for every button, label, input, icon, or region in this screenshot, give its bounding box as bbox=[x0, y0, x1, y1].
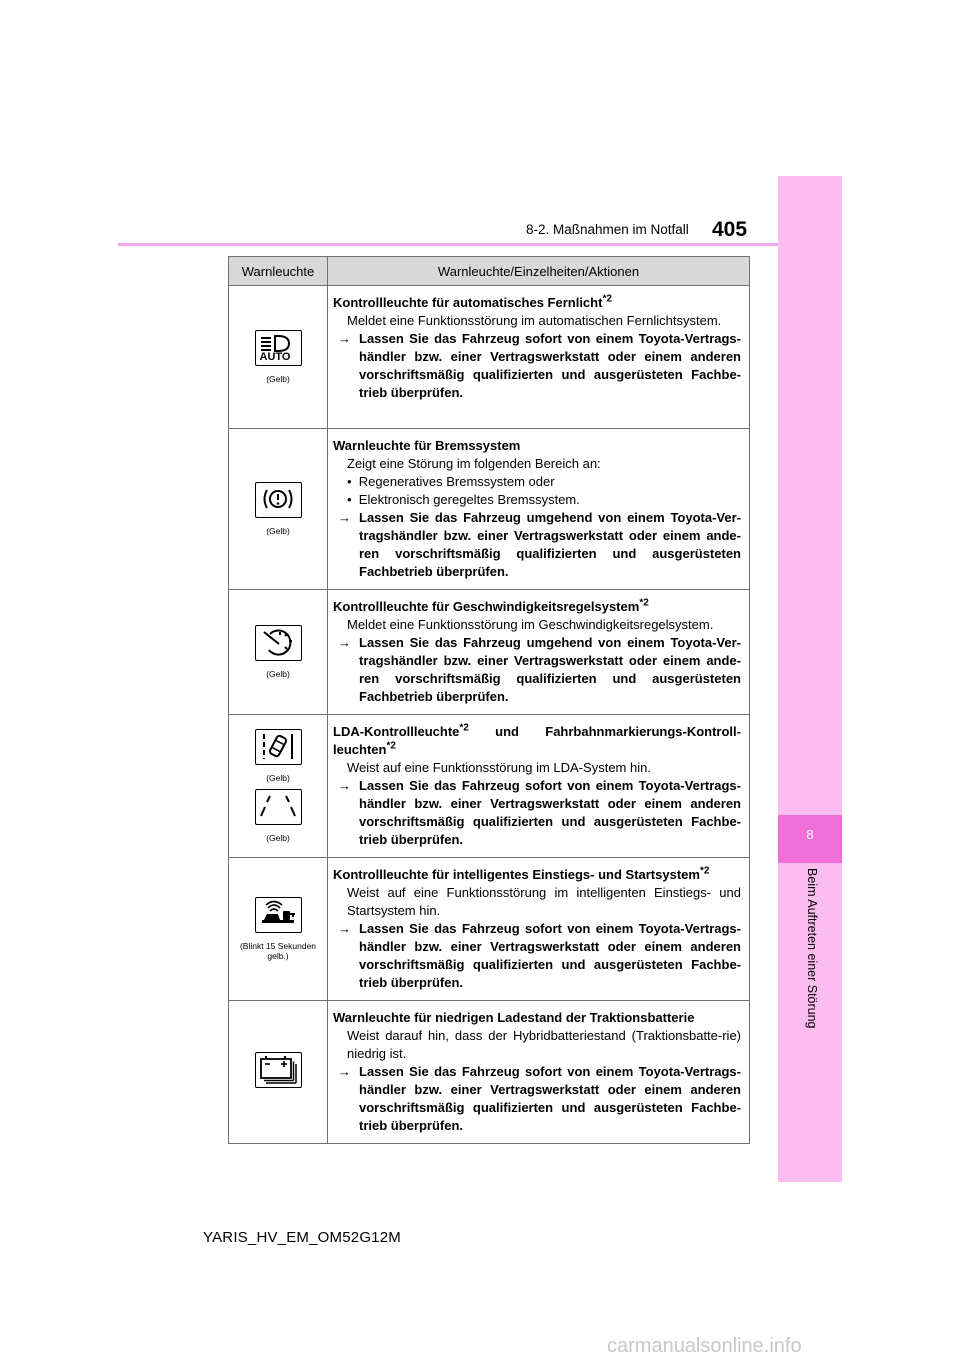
arrow-icon: → bbox=[338, 510, 351, 525]
cruise-control-icon bbox=[255, 625, 302, 661]
icon-color-label: (Gelb) bbox=[266, 526, 290, 536]
row-action bbox=[333, 634, 741, 706]
icon-cell bbox=[229, 429, 328, 590]
warning-light-table bbox=[228, 256, 750, 1144]
footnote-ref: *2 bbox=[459, 722, 469, 734]
row-title-text: Kontrollleuchte für intelligentes Einstiegs- und Startsystem bbox=[333, 867, 700, 882]
icon-cell bbox=[229, 715, 328, 858]
icon-color-label: (Gelb) bbox=[266, 374, 290, 384]
page-number: 405 bbox=[712, 218, 748, 241]
details-cell bbox=[328, 1001, 750, 1144]
table-row bbox=[229, 590, 750, 715]
header-divider bbox=[118, 243, 778, 246]
list-item-text: Elektronisch geregeltes Bremssystem. bbox=[358, 492, 580, 507]
details-cell bbox=[328, 858, 750, 1001]
row-title-text: Kontrollleuchte für Geschwindigkeitsregelsystem bbox=[333, 599, 640, 614]
arrow-icon: → bbox=[338, 331, 351, 346]
row-title bbox=[333, 866, 741, 884]
row-title-text-continued: und Fahrbahnmarkierungs-Kontroll-leuchten bbox=[333, 724, 741, 757]
column-header-light: Warnleuchte bbox=[229, 257, 328, 286]
footnote-ref: *2 bbox=[639, 597, 649, 609]
list-item: • Regeneratives Bremssystem oder bbox=[347, 474, 555, 489]
list-item: • Elektronisch geregeltes Bremssystem. bbox=[347, 492, 580, 507]
row-action-text: Lassen Sie das Fahrzeug umgehend von einem Toyota-Ver-tragshändler bzw. einer Vertragswerkstatt oder einem ande-ren vorschriftsmäßig qualifizierten und ausgerüsteten Fachbetrieb überprüfen. bbox=[359, 510, 741, 579]
arrow-icon: → bbox=[338, 635, 351, 650]
row-description: Weist auf eine Funktionsstörung im intelligenten Einstiegs- und Startsystem hin. bbox=[347, 885, 741, 918]
arrow-icon: → bbox=[338, 778, 351, 793]
brake-system-warning-icon bbox=[255, 482, 302, 518]
chapter-number: 8 bbox=[806, 827, 814, 842]
icon-cell bbox=[229, 858, 328, 1001]
details-cell bbox=[328, 715, 750, 858]
arrow-icon: → bbox=[338, 1064, 351, 1079]
low-traction-battery-icon bbox=[255, 1052, 302, 1088]
chapter-title: Beim Auftreten einer Störung bbox=[805, 868, 819, 1029]
row-action bbox=[333, 330, 741, 402]
row-description: Meldet eine Funktionsstörung im Geschwindigkeitsregelsystem. bbox=[347, 617, 714, 632]
row-action-text: Lassen Sie das Fahrzeug sofort von einem Toyota-Vertrags-händler bzw. einer Vertragswerkstatt oder einem anderen vorschriftsmäßig qualifizierten und ausgerüsteten Fachbe-trieb überprüfen. bbox=[359, 921, 741, 990]
details-cell bbox=[328, 429, 750, 590]
row-description: Weist auf eine Funktionsstörung im LDA-System hin. bbox=[347, 760, 651, 775]
details-cell bbox=[328, 286, 750, 429]
row-action-text: Lassen Sie das Fahrzeug sofort von einem Toyota-Vertrags-händler bzw. einer Vertragswerkstatt oder einem anderen vorschriftsmäßig qualifizierten und ausgerüsteten Fachbe-trieb überprüfen. bbox=[359, 331, 741, 400]
row-action-text: Lassen Sie das Fahrzeug umgehend von einem Toyota-Ver-tragshändler bzw. einer Vertragswerkstatt oder einem ande-ren vorschriftsmäßig qualifizierten und ausgerüsteten Fachbetrieb überprüfen. bbox=[359, 635, 741, 704]
icon-color-label: (Gelb) bbox=[266, 773, 290, 783]
lda-indicator-icon bbox=[255, 729, 302, 765]
smart-key-system-icon bbox=[255, 897, 302, 933]
row-title-text: LDA-Kontrollleuchte bbox=[333, 724, 460, 739]
column-header-details: Warnleuchte/Einzelheiten/Aktionen bbox=[328, 257, 750, 286]
table-row bbox=[229, 429, 750, 590]
arrow-icon: → bbox=[338, 921, 351, 936]
icon-cell bbox=[229, 590, 328, 715]
document-code: YARIS_HV_EM_OM52G12M bbox=[203, 1229, 401, 1246]
row-action bbox=[333, 777, 741, 849]
auto-icon-text: AUTO bbox=[259, 351, 291, 363]
icon-color-label: (Gelb) bbox=[266, 833, 290, 843]
table-header-row bbox=[229, 257, 750, 286]
table-row bbox=[229, 286, 750, 429]
watermark: carmanualsonline.info bbox=[607, 1335, 802, 1357]
footnote-ref: *2 bbox=[699, 865, 710, 877]
row-action bbox=[333, 509, 741, 581]
row-action-text: Lassen Sie das Fahrzeug sofort von einem Toyota-Vertrags-händler bzw. einer Vertragswerkstatt oder einem anderen vorschriftsmäßig qualifizierten und ausgerüsteten Fachbe-trieb überprüfen. bbox=[359, 778, 741, 847]
lane-marking-indicator-icon bbox=[255, 789, 302, 825]
footnote-ref: *2 bbox=[602, 293, 612, 305]
row-title-text: Kontrollleuchte für automatisches Fernlicht bbox=[333, 295, 603, 310]
icon-color-label: (Gelb) bbox=[266, 669, 290, 679]
table-row bbox=[229, 858, 750, 1001]
row-action bbox=[333, 1063, 741, 1135]
row-title: Warnleuchte für Bremssystem bbox=[333, 438, 521, 453]
row-title: Warnleuchte für niedrigen Ladestand der Traktionsbatterie bbox=[333, 1010, 695, 1025]
footnote-ref: *2 bbox=[386, 740, 396, 752]
row-action bbox=[333, 920, 741, 992]
section-title: 8-2. Maßnahmen im Notfall bbox=[526, 222, 689, 237]
row-action-text: Lassen Sie das Fahrzeug sofort von einem Toyota-Vertrags-händler bzw. einer Vertragswerkstatt oder einem anderen vorschriftsmäßig qualifizierten und ausgerüsteten Fachbe-trieb überprüfen. bbox=[359, 1064, 741, 1133]
details-cell bbox=[328, 590, 750, 715]
icon-cell bbox=[229, 1001, 328, 1144]
table-row bbox=[229, 1001, 750, 1144]
row-title bbox=[333, 294, 741, 312]
icon-cell bbox=[229, 286, 328, 429]
table-row bbox=[229, 715, 750, 858]
list-item-text: Regeneratives Bremssystem oder bbox=[358, 474, 555, 489]
row-title bbox=[333, 598, 741, 616]
row-description: Meldet eine Funktionsstörung im automatischen Fernlichtsystem. bbox=[347, 313, 722, 328]
row-description: Weist darauf hin, dass der Hybridbatteriestand (Traktionsbatte-rie) niedrig ist. bbox=[347, 1028, 741, 1061]
row-title bbox=[333, 723, 741, 759]
auto-high-beam-icon bbox=[255, 330, 302, 366]
row-description: Zeigt eine Störung im folgenden Bereich an: bbox=[347, 456, 601, 471]
icon-color-label: (Blinkt 15 Sekunden gelb.) bbox=[239, 941, 317, 961]
